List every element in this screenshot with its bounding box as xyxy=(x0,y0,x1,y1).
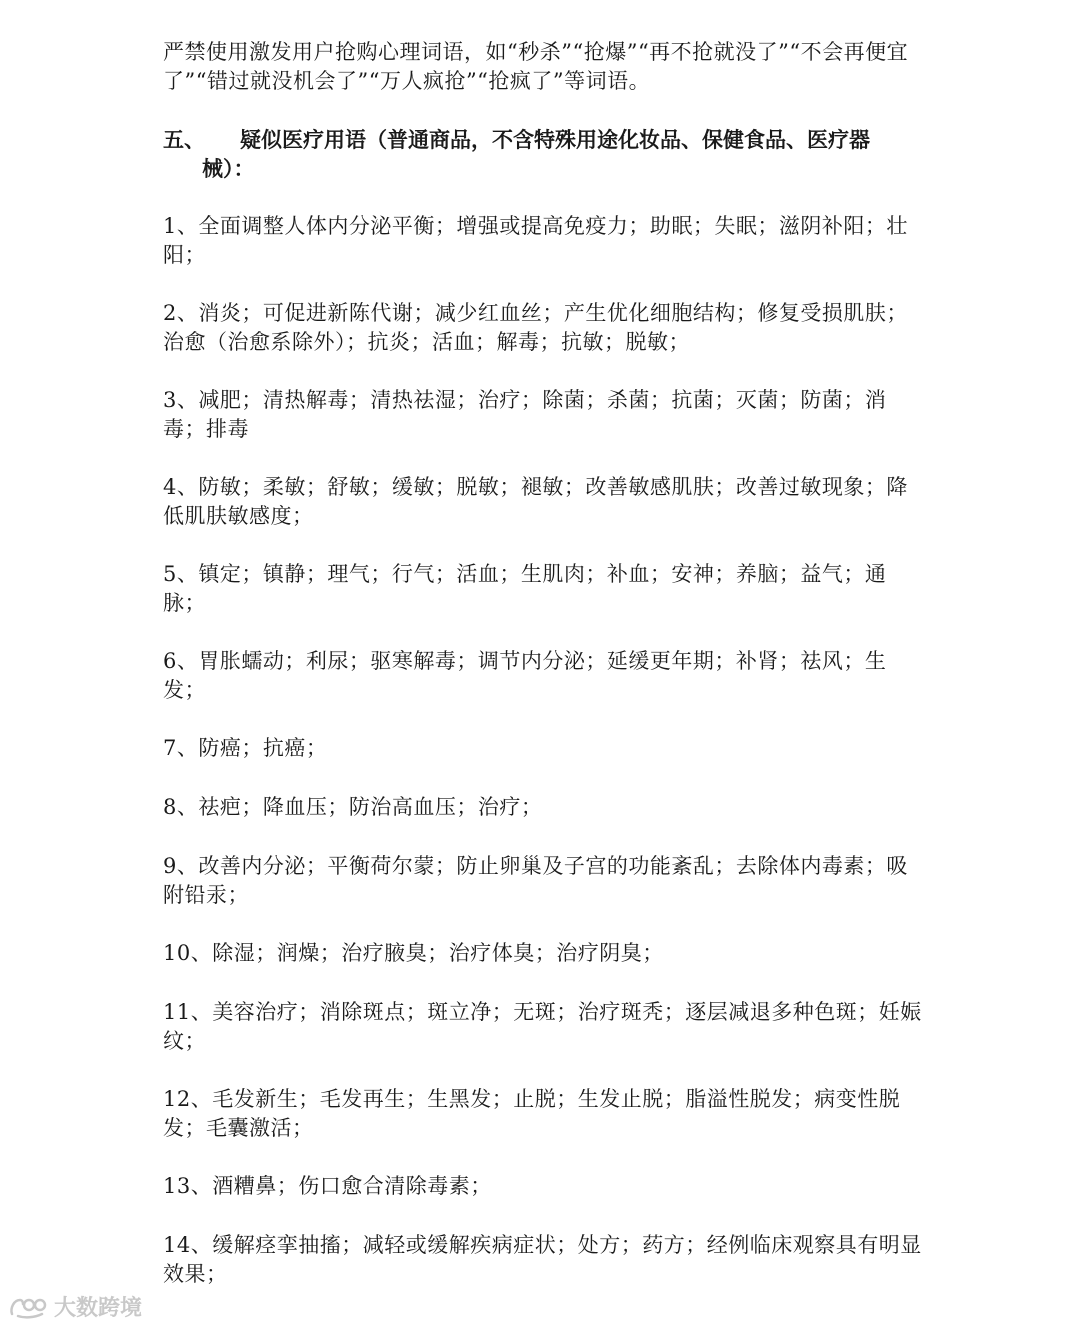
watermark xyxy=(8,1291,142,1322)
list-item: 3、减肥；清热解毒；清热祛湿；治疗；除菌；杀菌；抗菌；灭菌；防菌；消毒；排毒 xyxy=(163,388,887,441)
list-item: 2、消炎；可促进新陈代谢；减少红血丝；产生优化细胞结构；修复受损肌肤；治愈（治愈系除外）；抗炎；活血；解毒；抗敏；脱敏； xyxy=(163,301,908,354)
section-title-line1: 疑似医疗用语（普通商品，不含特殊用途化妆品、保健食品、医疗器 xyxy=(240,127,870,152)
list-item: 12、毛发新生；毛发再生；生黑发；止脱；生发止脱；脂溢性脱发；病变性脱发；毛囊激活； xyxy=(163,1087,901,1140)
list-item: 6、胃胀蠕动；利尿；驱寒解毒；调节内分泌；延缓更年期；补肾；祛风；生发； xyxy=(163,649,887,702)
section-title-line2: 械）： xyxy=(202,156,255,181)
brand-logo-icon xyxy=(8,1294,48,1320)
list-item: 5、镇定；镇静；理气；行气；活血；生肌肉；补血；安神；养脑；益气；通脉； xyxy=(163,562,887,615)
list-item: 11、美容治疗；消除斑点；斑立净；无斑；治疗斑秃；逐层减退多种色斑；妊娠纹； xyxy=(163,1000,922,1053)
section-heading xyxy=(163,125,923,183)
list-item: 10、除湿；润燥；治疗腋臭；治疗体臭；治疗阴臭； xyxy=(163,941,664,965)
list-item: 1、全面调整人体内分泌平衡；增强或提高免疫力；助眠；失眠；滋阴补阳；壮阳； xyxy=(163,214,908,267)
document-body xyxy=(163,38,923,1318)
list-item: 4、防敏；柔敏；舒敏；缓敏；脱敏；褪敏；改善敏感肌肤；改善过敏现象；降低肌肤敏感度； xyxy=(163,475,908,528)
list-item: 14、缓解痉挛抽搐；减轻或缓解疾病症状；处方；药方；经例临床观察具有明显效果； xyxy=(163,1233,922,1286)
section-number: 五、 xyxy=(163,127,205,152)
list-item: 9、改善内分泌；平衡荷尔蒙；防止卵巢及子宫的功能紊乱；去除体内毒素；吸附铅汞； xyxy=(163,854,908,907)
watermark-text: 大数跨境 xyxy=(54,1296,143,1321)
intro-paragraph: 严禁使用激发用户抢购心理词语，如“秒杀”“抢爆”“再不抢就没了”“不会再便宜了”“错过就没机会了”“万人疯抢”“抢疯了”等词语。 xyxy=(163,40,909,93)
list-item: 13、酒糟鼻；伤口愈合清除毒素； xyxy=(163,1174,492,1198)
list-item: 7、防癌；抗癌； xyxy=(163,736,328,760)
list-item: 8、祛疤；降血压；防治高血压；治疗； xyxy=(163,795,543,819)
